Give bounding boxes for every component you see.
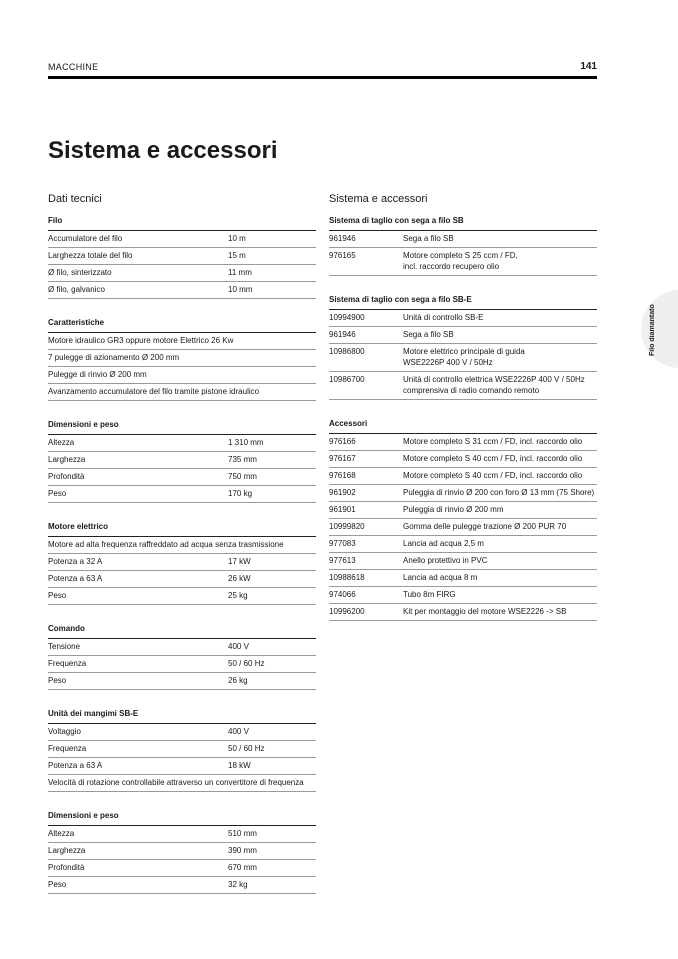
article-description [403, 470, 597, 481]
side-tab-label: Filo diamantato [649, 304, 656, 356]
value-line: Sega a filo SB [403, 234, 454, 243]
article-number: 976165 [329, 251, 356, 260]
article-description [403, 250, 597, 272]
article-description [403, 572, 597, 583]
spec-value [228, 471, 316, 482]
spec-value [228, 488, 316, 499]
value-line: 11 mm [228, 268, 252, 277]
spec-row [48, 860, 316, 877]
left-spec-group [48, 708, 316, 792]
spec-label: Altezza [48, 829, 75, 838]
value-line: Gomma delle pulegge trazione Ø 200 PUR 70 [403, 522, 567, 531]
spec-value [228, 726, 316, 737]
accessory-row [329, 451, 597, 468]
spec-label: Potenza a 32 A [48, 557, 103, 566]
group-title: Dimensioni e peso [48, 810, 316, 826]
article-number: 974066 [329, 590, 356, 599]
accessory-row [329, 536, 597, 553]
accessory-row [329, 570, 597, 587]
article-number: 961946 [329, 234, 356, 243]
left-spec-group [48, 419, 316, 503]
accessory-row [329, 468, 597, 485]
spec-label: Accumulatore del filo [48, 234, 123, 243]
group-title: Motore elettrico [48, 521, 316, 537]
article-number: 10986700 [329, 375, 365, 384]
value-line: Motore completo S 40 ccm / FD, incl. raccordo olio [403, 454, 583, 463]
article-description [403, 312, 597, 323]
spec-label: Peso [48, 591, 67, 600]
spec-label: Peso [48, 676, 67, 685]
accessory-row [329, 587, 597, 604]
right-spec-group [329, 418, 597, 621]
spec-value [228, 845, 316, 856]
value-line: 25 kg [228, 591, 248, 600]
spec-label: Altezza [48, 438, 75, 447]
value-line: 170 kg [228, 489, 253, 498]
header-divider [48, 76, 597, 79]
spec-row [48, 639, 316, 656]
left-spec-group [48, 521, 316, 605]
article-description [403, 555, 597, 566]
spec-label: Motore idraulico GR3 oppure motore Elettrico 26 Kw [48, 336, 234, 345]
group-title: Filo [48, 215, 316, 231]
spec-value [228, 573, 316, 584]
value-line: 50 / 60 Hz [228, 659, 265, 668]
value-line: 390 mm [228, 846, 257, 855]
spec-value [228, 760, 316, 771]
spec-row [48, 248, 316, 265]
value-line: 510 mm [228, 829, 257, 838]
spec-row [48, 537, 316, 554]
article-description [403, 233, 597, 244]
article-number: 10996200 [329, 607, 365, 616]
accessory-row [329, 485, 597, 502]
spec-label: Velocità di rotazione controllabile attraverso un convertitore di frequenza [48, 778, 304, 787]
spec-label: Frequenza [48, 659, 87, 668]
article-number: 961901 [329, 505, 356, 514]
spec-row [48, 333, 316, 350]
spec-row [48, 367, 316, 384]
value-line-2: WSE2226P 400 V / 50Hz [403, 358, 493, 367]
header-section-label: MACCHINE [48, 62, 99, 72]
spec-row [48, 775, 316, 792]
article-number: 10999820 [329, 522, 365, 531]
value-line: 1 310 mm [228, 438, 264, 447]
value-line: Sega a filo SB [403, 330, 454, 339]
spec-row [48, 452, 316, 469]
group-title: Accessori [329, 418, 597, 434]
article-number: 976168 [329, 471, 356, 480]
spec-label: Ø filo, sinterizzato [48, 268, 112, 277]
technical-data-heading: Dati tecnici [48, 193, 102, 205]
right-spec-group [329, 294, 597, 400]
article-number: 976167 [329, 454, 356, 463]
spec-value [228, 437, 316, 448]
article-description [403, 589, 597, 600]
spec-row [48, 588, 316, 605]
group-title: Dimensioni e peso [48, 419, 316, 435]
spec-label: Potenza a 63 A [48, 574, 103, 583]
accessory-row [329, 310, 597, 327]
value-line: 15 m [228, 251, 246, 260]
spec-label: Peso [48, 880, 67, 889]
spec-value [228, 590, 316, 601]
article-description [403, 606, 597, 617]
value-line: 32 kg [228, 880, 248, 889]
spec-label: Profondità [48, 863, 85, 872]
right-spec-group [329, 215, 597, 276]
value-line: Motore completo S 25 ccm / FD, [403, 251, 518, 260]
accessory-row [329, 519, 597, 536]
accessories-column [329, 192, 597, 639]
accessory-row [329, 372, 597, 400]
spec-label: Pulegge di rinvio Ø 200 mm [48, 370, 147, 379]
spec-label: Ø filo, galvanico [48, 285, 105, 294]
spec-value [228, 250, 316, 261]
value-line: 400 V [228, 642, 249, 651]
accessory-row [329, 553, 597, 570]
spec-row [48, 282, 316, 299]
article-description [403, 346, 597, 368]
accessories-groups [329, 215, 597, 621]
group-title: Caratteristiche [48, 317, 316, 333]
article-number: 10988618 [329, 573, 365, 582]
spec-label: 7 pulegge di azionamento Ø 200 mm [48, 353, 180, 362]
spec-value [228, 284, 316, 295]
value-line: Lancia ad acqua 2,5 m [403, 539, 484, 548]
article-description [403, 487, 597, 498]
page-number: 141 [580, 61, 597, 72]
value-line: Puleggia di rinvio Ø 200 con foro Ø 13 mm (75 Shore) [403, 488, 595, 497]
accessory-row [329, 248, 597, 276]
value-line: Lancia ad acqua 8 m [403, 573, 478, 582]
article-description [403, 521, 597, 532]
spec-label: Motore ad alta frequenza raffreddato ad acqua senza trasmissione [48, 540, 284, 549]
spec-value [228, 267, 316, 278]
article-description [403, 436, 597, 447]
accessory-row [329, 344, 597, 372]
value-line: 735 mm [228, 455, 257, 464]
spec-value [228, 675, 316, 686]
group-title: Comando [48, 623, 316, 639]
value-line: Motore completo S 40 ccm / FD, incl. raccordo olio [403, 471, 583, 480]
value-line: 670 mm [228, 863, 257, 872]
page-title: Sistema e accessori [48, 137, 278, 164]
spec-label: Voltaggio [48, 727, 81, 736]
spec-value [228, 641, 316, 652]
group-title: Sistema di taglio con sega a filo SB [329, 215, 597, 231]
left-spec-group [48, 215, 316, 299]
value-line: Motore completo S 31 ccm / FD, incl. raccordo olio [403, 437, 583, 446]
spec-row [48, 435, 316, 452]
article-number: 976166 [329, 437, 356, 446]
spec-row [48, 231, 316, 248]
article-description [403, 538, 597, 549]
spec-row [48, 656, 316, 673]
value-line: 17 kW [228, 557, 251, 566]
value-line: Anello protettivo in PVC [403, 556, 488, 565]
spec-row [48, 554, 316, 571]
spec-row [48, 486, 316, 503]
spec-value [228, 556, 316, 567]
spec-row [48, 758, 316, 775]
spec-label: Frequenza [48, 744, 87, 753]
group-title: Unità dei mangimi SB-E [48, 708, 316, 724]
spec-label: Tensione [48, 642, 81, 651]
value-line: 18 kW [228, 761, 251, 770]
spec-row [48, 826, 316, 843]
spec-row [48, 741, 316, 758]
spec-label: Larghezza [48, 455, 86, 464]
spec-row [48, 384, 316, 401]
value-line: Tubo 8m FIRG [403, 590, 456, 599]
article-number: 977613 [329, 556, 356, 565]
left-spec-group [48, 623, 316, 690]
value-line: 10 mm [228, 285, 253, 294]
group-title: Sistema di taglio con sega a filo SB-E [329, 294, 597, 310]
spec-label: Peso [48, 489, 67, 498]
article-description [403, 453, 597, 464]
technical-data-groups [48, 215, 316, 894]
article-number: 961902 [329, 488, 356, 497]
value-line: 400 V [228, 727, 249, 736]
accessory-row [329, 434, 597, 451]
spec-row [48, 571, 316, 588]
spec-value [228, 743, 316, 754]
spec-row [48, 877, 316, 894]
spec-row [48, 265, 316, 282]
value-line: 50 / 60 Hz [228, 744, 265, 753]
spec-row [48, 843, 316, 860]
value-line: Unità di controllo elettrica WSE2226P 400 V / 50Hz [403, 375, 585, 384]
spec-label: Larghezza [48, 846, 86, 855]
accessory-row [329, 231, 597, 248]
spec-value [228, 658, 316, 669]
left-spec-group [48, 810, 316, 894]
spec-value [228, 879, 316, 890]
value-line-2: comprensiva di radio comando remoto [403, 386, 540, 395]
spec-row [48, 469, 316, 486]
spec-label: Larghezza totale del filo [48, 251, 133, 260]
article-description [403, 504, 597, 515]
accessory-row [329, 502, 597, 519]
value-line: 26 kW [228, 574, 251, 583]
left-spec-group [48, 317, 316, 401]
article-number: 977083 [329, 539, 356, 548]
article-number: 10986800 [329, 347, 365, 356]
spec-value [228, 862, 316, 873]
value-line: Unità di controllo SB-E [403, 313, 484, 322]
article-description [403, 374, 597, 396]
spec-label: Avanzamento accumulatore del filo tramite pistone idraulico [48, 387, 260, 396]
value-line: 10 m [228, 234, 246, 243]
value-line: Kit per montaggio del motore WSE2226 -> SB [403, 607, 567, 616]
article-number: 961946 [329, 330, 356, 339]
accessory-row [329, 604, 597, 621]
spec-row [48, 673, 316, 690]
value-line: 750 mm [228, 472, 257, 481]
spec-value [228, 233, 316, 244]
technical-data-column [48, 192, 316, 912]
article-number: 10994900 [329, 313, 365, 322]
spec-row [48, 350, 316, 367]
spec-value [228, 828, 316, 839]
spec-label: Profondità [48, 472, 85, 481]
value-line: Puleggia di rinvio Ø 200 mm [403, 505, 504, 514]
accessory-row [329, 327, 597, 344]
spec-row [48, 724, 316, 741]
accessories-heading: Sistema e accessori [329, 193, 428, 205]
value-line: 26 kg [228, 676, 248, 685]
value-line-2: incl. raccordo recupero olio [403, 262, 500, 271]
spec-value [228, 454, 316, 465]
value-line: Motore elettrico principale di guida [403, 347, 525, 356]
article-description [403, 329, 597, 340]
spec-label: Potenza a 63 A [48, 761, 103, 770]
